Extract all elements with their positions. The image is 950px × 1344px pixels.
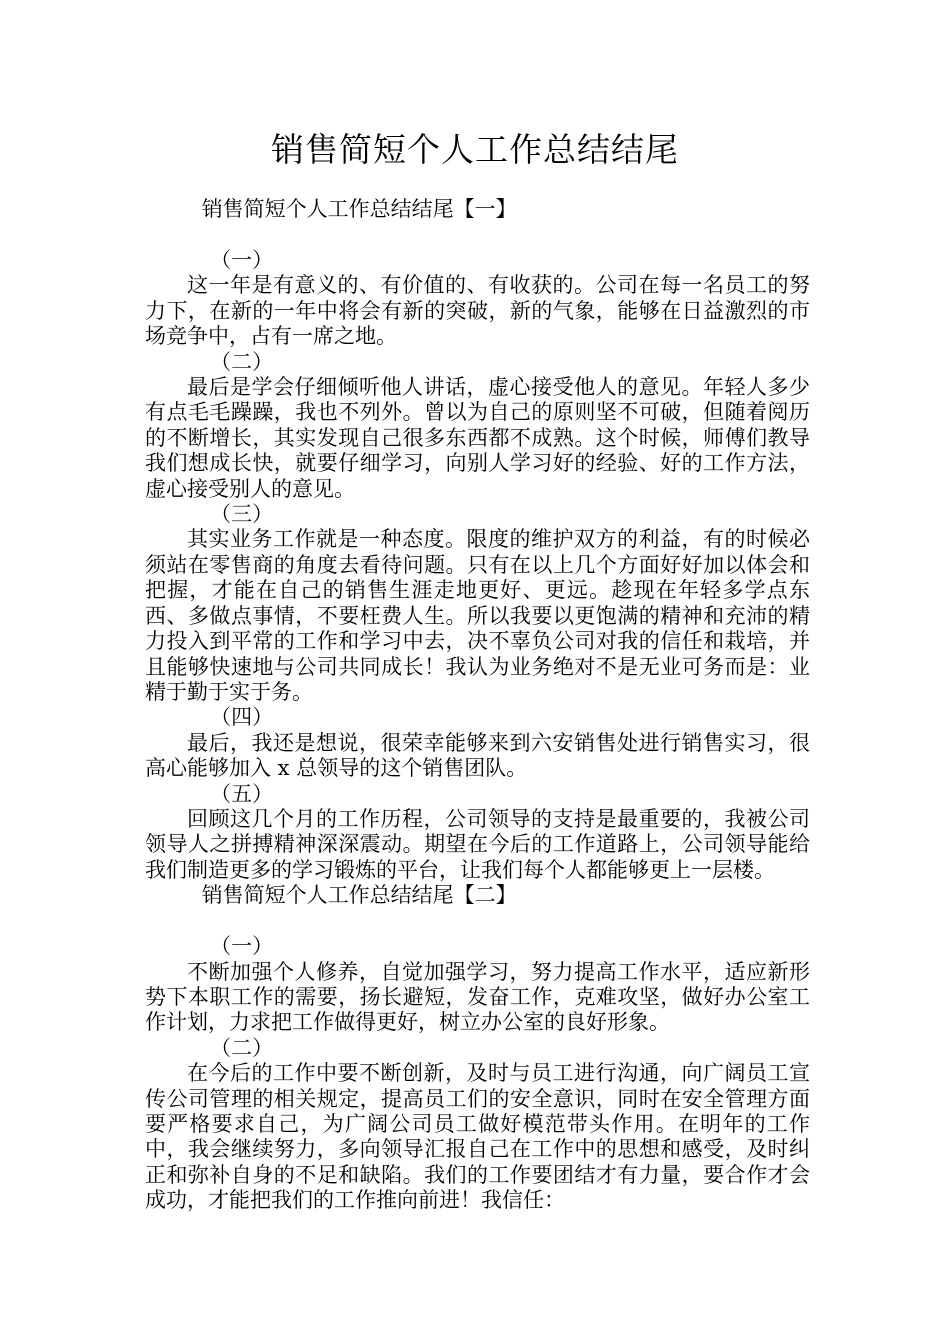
item-mark: （一） <box>210 248 274 272</box>
item-paragraph: 这一年是有意义的、有价值的、有收获的。公司在每一名员工的努力下，在新的一年中将会有新的突破，新的气象，能够在日益激烈的市场竞争中，占有一席之地。 <box>145 273 810 349</box>
item-paragraph: 最后，我还是想说，很荣幸能够来到六安销售处进行销售实习，很高心能够加入 x 总领导的这个销售团队。 <box>145 730 810 781</box>
document-title: 销售简短个人工作总结结尾 <box>271 130 679 169</box>
item-mark: （一） <box>210 934 274 959</box>
item-paragraph: 其实业务工作就是一种态度。限度的维护双方的利益，有的时候必须站在零售商的角度去看待问题。只有在以上几个方面好好加以体会和把握，才能在自己的销售生涯走地更好、更远。趁现在年轻多学点东西、多做点事情，不要枉费人生。所以我要以更饱满的精神和充沛的精力投入到平常的工作和学习中去，决不辜负公司对我的信任和栽培，并且能够快速地与公司共同成长！我认为业务绝对不是无业可务而是：业精于勤于实于务。 <box>145 527 810 704</box>
item-paragraph: 最后是学会仔细倾听他人讲话，虚心接受他人的意见。年轻人多少有点毛毛躁躁，我也不列外。曾以为自己的原则坚不可破，但随着阅历的不断增长，其实发现自己很多东西都不成熟。这个时候，师傅们教导我们想成长快，就要仔细学习，向别人学习好的经验、好的工作方法，虚心接受别人的意见。 <box>145 375 810 501</box>
item-paragraph: 回顾这几个月的工作历程，公司领导的支持是最重要的，我被公司领导人之拼搏精神深深震动。期望在今后的工作道路上，公司领导能给我们制造更多的学习锻炼的平台，让我们每个人都能够更上一层楼。 <box>145 806 810 882</box>
document-body <box>145 197 810 1214</box>
item-paragraph: 不断加强个人修养，自觉加强学习，努力提高工作水平，适应新形势下本职工作的需要，扬长避短，发奋工作，克难攻坚，做好办公室工作计划，力求把工作做得更好，树立办公室的良好形象。 <box>145 959 810 1035</box>
item-mark: （二） <box>210 1035 274 1060</box>
item-mark: （五） <box>210 781 274 806</box>
item-mark: （三） <box>210 502 274 527</box>
item-paragraph: 在今后的工作中要不断创新，及时与员工进行沟通，向广阔员工宣传公司管理的相关规定，提高员工们的安全意识，同时在安全管理方面要严格要求自己，为广阔公司员工做好模范带头作用。在明年的工作中，我会继续努力，多向领导汇报自己在工作中的思想和感受，及时纠正和弥补自身的不足和缺陷。我们的工作要团结才有力量，要合作才会成功，才能把我们的工作推向前进！我信任： <box>145 1061 810 1213</box>
item-mark: （二） <box>210 349 274 374</box>
section-heading: 销售简短个人工作总结结尾【一】 <box>201 197 517 221</box>
section-heading: 销售简短个人工作总结结尾【二】 <box>201 883 517 908</box>
item-mark: （四） <box>210 705 274 730</box>
